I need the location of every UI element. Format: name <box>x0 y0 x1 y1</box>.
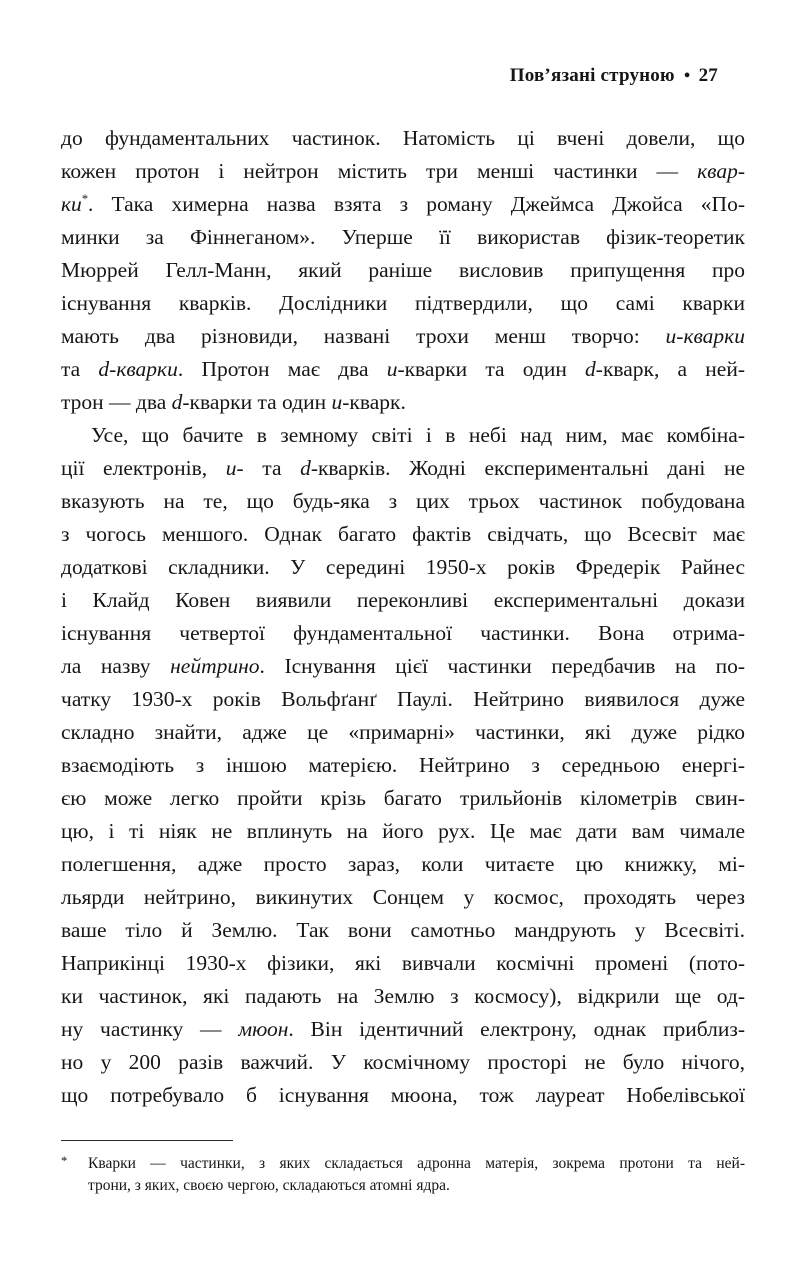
footnote-rule <box>61 1140 233 1141</box>
text-segment: d <box>171 390 183 414</box>
text-line <box>61 815 745 848</box>
text-segment: мають два різновиди, названі трохи менш творчо: <box>61 324 666 348</box>
text-segment: Мюррей Гелл-Манн, який раніше висловив припущення про <box>61 258 745 282</box>
text-segment: що потребувало б існування мюона, тож лауреат Нобелівської <box>61 1083 745 1107</box>
text-segment: -кварк. <box>342 390 406 414</box>
text-line <box>61 683 745 716</box>
text-segment: d <box>300 456 311 480</box>
text-segment: Усе, що бачите в земному світі і в небі над ним, має комбіна- <box>91 423 745 447</box>
text-segment: u <box>225 456 237 480</box>
footnote-marker: * <box>61 1154 68 1168</box>
text-line <box>61 1079 745 1112</box>
text-segment: -кварк, а ней- <box>595 357 746 381</box>
text-segment: -кварки та один <box>182 390 332 414</box>
text-segment: u <box>331 390 343 414</box>
bullet-icon: ● <box>683 69 691 81</box>
text-segment: до фундаментальних частинок. Натомість ці вчені довели, що <box>61 126 745 150</box>
text-segment: . Протон має два <box>177 357 387 381</box>
text-line <box>61 749 745 782</box>
text-segment: існування четвертої фундаментальної частинки. Вона отрима- <box>61 621 745 645</box>
text-line <box>61 122 745 155</box>
text-segment: ки <box>61 192 82 216</box>
body-text <box>61 122 745 1112</box>
text-segment: u <box>386 357 398 381</box>
text-line <box>61 1046 745 1079</box>
text-segment: мюон <box>238 1017 289 1041</box>
paragraph <box>61 122 745 419</box>
text-segment: u-кварки <box>665 324 745 348</box>
text-line <box>61 1013 745 1046</box>
text-line <box>61 980 745 1013</box>
page-header <box>61 65 718 87</box>
text-line <box>61 386 745 419</box>
text-segment: Наприкінці 1930-х фізики, які вивчали космічні промені (пото- <box>61 951 745 975</box>
text-segment: взаємодіють з іншою матерією. Нейтрино з середньою енергі- <box>61 753 745 777</box>
text-segment: трон — два <box>61 390 172 414</box>
text-segment: ки частинок, які падають на Землю з космосу), відкрили ще од- <box>61 984 745 1008</box>
text-line <box>61 452 745 485</box>
text-segment: -кварків. Жодні експериментальні дані не <box>310 456 745 480</box>
text-line <box>61 584 745 617</box>
text-segment: -кварки та один <box>397 357 586 381</box>
text-segment: трони, з яких, своєю чергою, складаються атомні ядра. <box>88 1177 450 1194</box>
text-segment: єю може легко пройти крізь багато трильйонів кілометрів свин- <box>61 786 745 810</box>
text-segment: минки за Фіннеганом». Уперше її використав фізик-теоретик <box>61 225 745 249</box>
text-segment: ла назву <box>61 654 171 678</box>
page-number: 27 <box>698 65 718 86</box>
text-line <box>61 716 745 749</box>
text-line <box>61 914 745 947</box>
text-line <box>61 320 745 353</box>
footnote-line <box>61 1150 745 1175</box>
text-segment: - та <box>236 456 301 480</box>
text-segment: чатку 1930-х років Вольфґанґ Паулі. Нейтрино виявилося дуже <box>61 687 745 711</box>
text-segment: ну частинку — <box>61 1017 239 1041</box>
text-segment: d-кварки <box>98 357 178 381</box>
text-line <box>61 254 745 287</box>
text-line <box>61 155 745 188</box>
paragraph <box>61 419 745 1112</box>
text-segment: . Така химерна назва взята з роману Джеймса Джойса «По- <box>88 192 745 216</box>
text-segment: складно знайти, адже це «примарні» частинки, які дуже рідко <box>61 720 745 744</box>
footnote-line <box>61 1175 745 1197</box>
text-segment: d <box>585 357 596 381</box>
text-segment: . Він ідентичний електрону, однак приблиз- <box>288 1017 745 1041</box>
text-line <box>61 287 745 320</box>
text-segment: з чогось меншого. Однак багато фактів свідчать, що Всесвіт має <box>61 522 745 546</box>
footnote-reference: * <box>81 191 89 206</box>
text-segment: ції електронів, <box>61 456 226 480</box>
text-segment: існування кварків. Дослідники підтвердили, що самі кварки <box>61 291 745 315</box>
text-line <box>61 650 745 683</box>
text-line <box>61 617 745 650</box>
text-segment: кожен протон і нейтрон містить три менші частинки — <box>61 159 698 183</box>
chapter-title: Пов’язані струною <box>509 65 675 86</box>
text-line <box>61 221 745 254</box>
text-line <box>61 419 745 452</box>
text-line <box>61 848 745 881</box>
text-line <box>61 551 745 584</box>
text-line <box>61 188 745 221</box>
text-segment: квар- <box>697 159 745 183</box>
text-segment: нейтрино <box>170 654 260 678</box>
text-line <box>61 782 745 815</box>
text-line <box>61 353 745 386</box>
text-segment: та <box>61 357 99 381</box>
text-segment: цю, і ті ніяк не вплинуть на його рух. Це має дати вам чимале <box>61 819 745 843</box>
text-line <box>61 518 745 551</box>
text-line <box>61 947 745 980</box>
text-segment: і Клайд Ковен виявили переконливі експериментальні докази <box>61 588 745 612</box>
footnote-text <box>61 1150 745 1197</box>
text-segment: додаткові складники. У середині 1950-х років Фредерік Райнес <box>61 555 745 579</box>
footnote <box>61 1140 745 1197</box>
text-line <box>61 881 745 914</box>
text-segment: Кварки — частинки, з яких складається адронна матерія, зокрема протони та ней- <box>88 1155 745 1172</box>
text-line <box>61 485 745 518</box>
text-segment: ваше тіло й Землю. Так вони самотньо мандрують у Всесвіті. <box>61 918 745 942</box>
text-segment: но у 200 разів важчий. У космічному просторі не було нічого, <box>61 1050 745 1074</box>
text-segment: вказують на те, що будь-яка з цих трьох частинок побудована <box>61 489 745 513</box>
text-segment: . Існування цієї частинки передбачив на по- <box>259 654 746 678</box>
text-segment: льярди нейтрино, викинутих Сонцем у космос, проходять через <box>61 885 745 909</box>
text-segment: полегшення, адже просто зараз, коли читаєте цю книжку, мі- <box>61 852 745 876</box>
